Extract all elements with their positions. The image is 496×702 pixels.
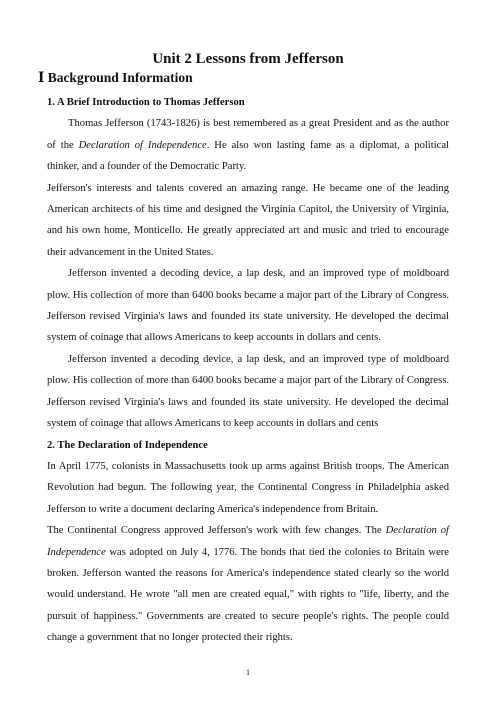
section-heading: Ⅰ Background Information bbox=[38, 70, 193, 85]
paragraph-interests: Jefferson's interests and talents covered an amazing range. He became one of the leading American architects of his time and designed the Virginia Capitol, the University of Virginia, and his own home, Monticello. He greatly appreciated art and music and tried to encourage their advancement in the United States. bbox=[47, 182, 449, 258]
paragraph-inventions-repeat: Jefferson invented a decoding device, a lap desk, and an improved type of moldboard plow. His collection of more than 6400 books became a major part of the Library of Congress. Jefferson revised Virginia's laws and founded its state university. He developed the decimal system of coinage that allows Americans to keep accounts in dollars and cents bbox=[47, 353, 449, 430]
text-run: was adopted on July 4, 1776. The bonds that tied the colonies to Britain were broken. Jefferson wanted the reasons for America's independence stated clearly so the world would understand. He wrote "all men are created equal," with rights to "life, liberty, and the pursuit of happiness." Governments are created to secure people's rights. The people could change a government that no longer protected their rights. bbox=[47, 546, 449, 644]
paragraph-revolution: In April 1775, colonists in Massachusetts took up arms against British troops. The American Revolution had begun. The following year, the Continental Congress in Philadelphia asked Jefferson to write a document declaring America's independence from Britain. bbox=[47, 460, 449, 515]
subheading-declaration: 2. The Declaration of Independence bbox=[47, 439, 208, 451]
text-run: . He also won lasting fame as a diplomat, a political thinker, and a founder of the Democratic Party. bbox=[47, 139, 449, 173]
text-run: Thomas Jefferson (1743-1826) is best remembered as a great President and as the author of the bbox=[47, 118, 449, 151]
paragraph-inventions: Jefferson invented a decoding device, a lap desk, and an improved type of moldboard plow. His collection of more than 6400 books became a major part of the Library of Congress. Jefferson revised Virginia's laws and founded its state university. He developed the decimal system of coinage that allows Americans to keep accounts in dollars and cents. bbox=[47, 268, 449, 344]
text-run: The Continental Congress approved Jefferson's work with few changes. The bbox=[47, 525, 386, 537]
emphasis-text: Declaration of Independence bbox=[78, 139, 207, 151]
page-title: Unit 2 Lessons from Jefferson bbox=[152, 51, 344, 67]
document-body bbox=[47, 92, 449, 649]
subheading-introduction: 1. A Brief Introduction to Thomas Jefferson bbox=[47, 97, 245, 108]
emphasis-text: Declaration of Independence bbox=[47, 525, 449, 558]
page-number: 1 bbox=[246, 668, 250, 677]
paragraph-declaration bbox=[47, 520, 449, 648]
paragraph-intro bbox=[47, 113, 449, 177]
